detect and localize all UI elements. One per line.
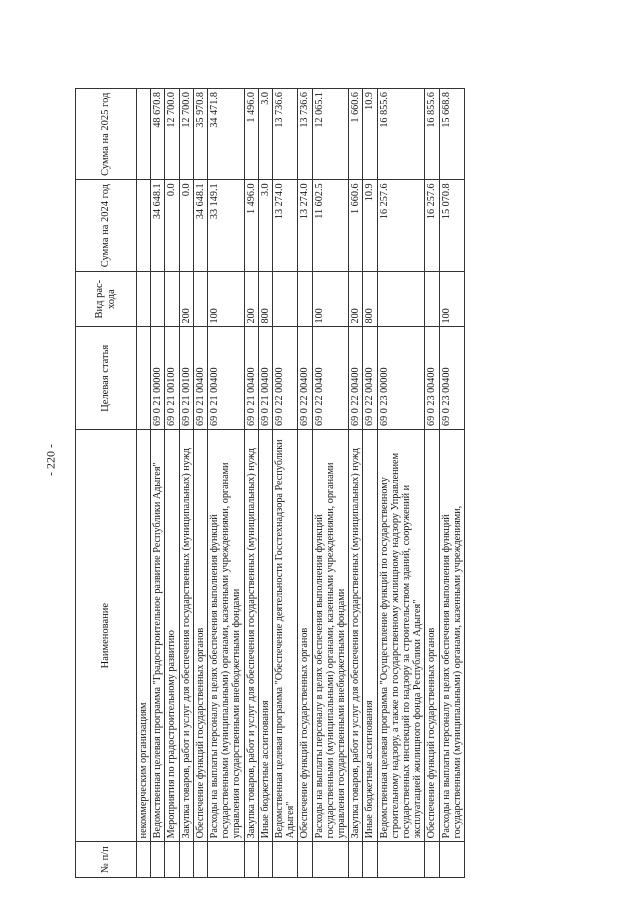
cell-vid: 200 [244, 271, 258, 327]
cell-code: 69 0 21 00000 [151, 327, 165, 430]
cell-sum-2024: 13 274.0 [298, 180, 312, 271]
cell-num [258, 842, 272, 878]
table-row [312, 89, 349, 878]
cell-sum-2024: 11 602.5 [312, 180, 349, 271]
table-body [137, 89, 465, 878]
cell-sum-2024: 34 648.1 [151, 180, 165, 271]
cell-name: Ведомственная целевая программа "Градостроительное развитие Республики Адыгея" [151, 430, 165, 842]
cell-num [208, 842, 245, 878]
cell-sum-2025: 13 736.6 [298, 89, 312, 180]
cell-name: некоммерческим организациям [137, 430, 151, 842]
cell-sum-2025: 48 670.8 [151, 89, 165, 180]
cell-name: Закупка товаров, работ и услуг для обеспечения государственных (муниципальных) нужд [349, 430, 363, 842]
table-row [298, 89, 312, 878]
cell-num [273, 842, 298, 878]
table-row [349, 89, 363, 878]
cell-vid: 800 [258, 271, 272, 327]
table-row [179, 89, 193, 878]
cell-name: Ведомственная целевая программа "Осуществление функций по государственному строительному надзору, а также по государственному жилищному надзору Управлением государственных инспекций по надзору за строительством зданий, сооружений и эксплуатацией жилищного фонда Республики Адыгея" [377, 430, 425, 842]
header-row [76, 89, 137, 878]
cell-sum-2025: 10.9 [363, 89, 377, 180]
cell-sum-2024: 15 070.8 [439, 180, 464, 271]
cell-sum-2025: 16 855.6 [377, 89, 425, 180]
header-sum-2024: Сумма на 2024 год [76, 180, 137, 271]
cell-sum-2024: 1 496.0 [244, 180, 258, 271]
cell-sum-2025: 12 700.0 [179, 89, 193, 180]
table-row [151, 89, 165, 878]
table-row [244, 89, 258, 878]
cell-sum-2024: 0.0 [179, 180, 193, 271]
cell-code: 69 0 23 00400 [425, 327, 439, 430]
cell-name: Закупка товаров, работ и услуг для обеспечения государственных (муниципальных) нужд [179, 430, 193, 842]
cell-sum-2024: 0.0 [165, 180, 179, 271]
cell-sum-2024: 1 660.6 [349, 180, 363, 271]
cell-num [298, 842, 312, 878]
cell-sum-2024: 16 257.6 [377, 180, 425, 271]
cell-sum-2024: 34 648.1 [193, 180, 207, 271]
cell-sum-2025: 1 496.0 [244, 89, 258, 180]
table-row [425, 89, 439, 878]
cell-vid: 800 [363, 271, 377, 327]
cell-sum-2025: 12 065.1 [312, 89, 349, 180]
cell-vid: 100 [439, 271, 464, 327]
cell-name: Расходы на выплаты персоналу в целях обеспечения выполнения функций государственными (муниципальными) органами, казенными учреждениями, [439, 430, 464, 842]
cell-sum-2025: 12 700.0 [165, 89, 179, 180]
table-row [363, 89, 377, 878]
rotated-table-wrapper [75, 88, 570, 878]
cell-num [363, 842, 377, 878]
table-row [193, 89, 207, 878]
cell-sum-2025: 15 668.8 [439, 89, 464, 180]
cell-code: 69 0 21 00400 [208, 327, 245, 430]
table-row [273, 89, 298, 878]
cell-code: 69 0 22 00400 [363, 327, 377, 430]
cell-sum-2024: 10.9 [363, 180, 377, 271]
cell-vid [193, 271, 207, 327]
cell-code: 69 0 23 00400 [439, 327, 464, 430]
cell-vid [165, 271, 179, 327]
cell-name: Расходы на выплаты персоналу в целях обеспечения выполнения функций государственными (муниципальными) органами, казенными учреждениями, органами управления государственными внебюджетными фондами [208, 430, 245, 842]
table-row [137, 89, 151, 878]
cell-name: Обеспечение функций государственных органов [425, 430, 439, 842]
cell-code: 69 0 22 00000 [273, 327, 298, 430]
cell-sum-2025: 1 660.6 [349, 89, 363, 180]
page-number [38, 440, 64, 480]
cell-name: Обеспечение функций государственных органов [193, 430, 207, 842]
cell-code [137, 327, 151, 430]
header-sum-2025: Сумма на 2025 год [76, 89, 137, 180]
table-row [208, 89, 245, 878]
cell-vid [273, 271, 298, 327]
cell-num [193, 842, 207, 878]
cell-sum-2025: 3.0 [258, 89, 272, 180]
cell-vid: 100 [208, 271, 245, 327]
table-row [439, 89, 464, 878]
cell-num [439, 842, 464, 878]
cell-vid [151, 271, 165, 327]
cell-name: Обеспечение функций государственных органов [298, 430, 312, 842]
header-name: Наименование [76, 430, 137, 842]
cell-name: Иные бюджетные ассигнования [258, 430, 272, 842]
cell-num [137, 842, 151, 878]
cell-name: Ведомственная целевая программа "Обеспечение деятельности Госстехнадзора Республики Адыгея" [273, 430, 298, 842]
table-row [165, 89, 179, 878]
cell-num [425, 842, 439, 878]
cell-vid [377, 271, 425, 327]
cell-sum-2024: 13 274.0 [273, 180, 298, 271]
cell-sum-2024: 3.0 [258, 180, 272, 271]
cell-vid [298, 271, 312, 327]
cell-vid [425, 271, 439, 327]
table-row [258, 89, 272, 878]
table-row [377, 89, 425, 878]
cell-vid [137, 271, 151, 327]
cell-sum-2025 [137, 89, 151, 180]
cell-num [151, 842, 165, 878]
header-code: Целевая статья [76, 327, 137, 430]
cell-num [165, 842, 179, 878]
cell-num [244, 842, 258, 878]
cell-code: 69 0 21 00100 [165, 327, 179, 430]
cell-name: Закупка товаров, работ и услуг для обеспечения государственных (муниципальных) нужд [244, 430, 258, 842]
cell-num [349, 842, 363, 878]
cell-code: 69 0 21 00400 [258, 327, 272, 430]
cell-vid: 100 [312, 271, 349, 327]
cell-num [377, 842, 425, 878]
cell-name: Иные бюджетные ассигнования [363, 430, 377, 842]
cell-name: Мероприятия по градостроительному развитию [165, 430, 179, 842]
cell-num [312, 842, 349, 878]
cell-code: 69 0 22 00400 [349, 327, 363, 430]
cell-sum-2025: 34 471.8 [208, 89, 245, 180]
table-header [76, 89, 137, 878]
cell-vid: 200 [349, 271, 363, 327]
cell-sum-2024: 33 149.1 [208, 180, 245, 271]
cell-code: 69 0 23 00000 [377, 327, 425, 430]
cell-num [179, 842, 193, 878]
cell-code: 69 0 21 00100 [179, 327, 193, 430]
cell-sum-2025: 35 970.8 [193, 89, 207, 180]
page-number-text: - 220 - [43, 444, 58, 476]
cell-vid: 200 [179, 271, 193, 327]
cell-sum-2025: 13 736.6 [273, 89, 298, 180]
cell-code: 69 0 22 00400 [298, 327, 312, 430]
header-vid: Вид рас-хода [76, 271, 137, 327]
cell-code: 69 0 22 00400 [312, 327, 349, 430]
header-num: № п/п [76, 842, 137, 878]
cell-sum-2025: 16 855.6 [425, 89, 439, 180]
cell-code: 69 0 21 00400 [244, 327, 258, 430]
cell-sum-2024 [137, 180, 151, 271]
budget-table [75, 88, 465, 878]
cell-code: 69 0 21 00400 [193, 327, 207, 430]
cell-sum-2024: 16 257.6 [425, 180, 439, 271]
cell-name: Расходы на выплаты персоналу в целях обеспечения выполнения функций государственными (муниципальными) органами, казенными учреждениями, органами управления государственными внебюджетными фондами [312, 430, 349, 842]
